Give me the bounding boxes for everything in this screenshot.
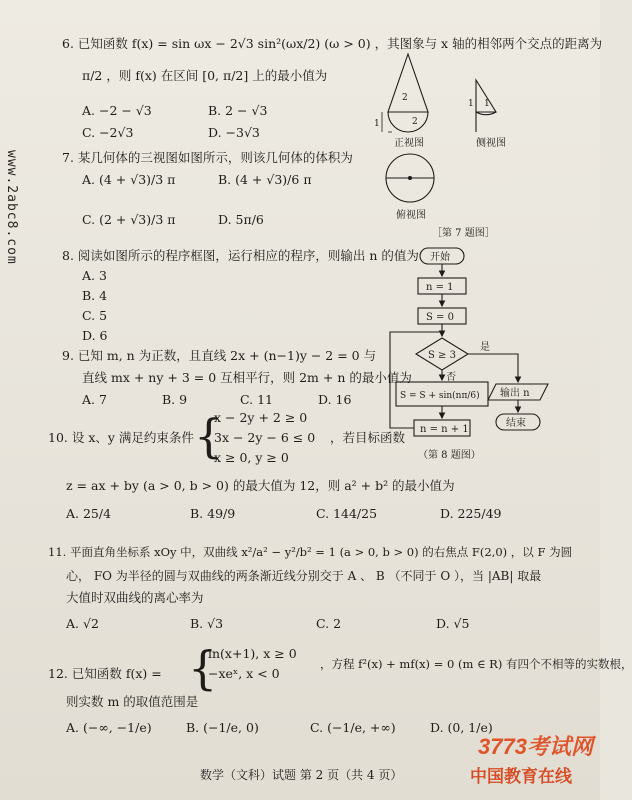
side-dim-1a: 1 bbox=[468, 99, 474, 109]
q12-option-c: C. (−1/e, +∞) bbox=[310, 720, 396, 735]
flow-update-s-label: S = S + sin(nπ/6) bbox=[400, 391, 480, 401]
q9-line2: 直线 mx + ny + 3 = 0 互相平行，则 2m + n 的最小值为 bbox=[82, 370, 412, 385]
side-dim-1b: 1 bbox=[484, 99, 490, 109]
q11-option-b: B. √3 bbox=[190, 616, 224, 631]
flow-output-label: 输出 n bbox=[500, 388, 530, 399]
q10-option-b: B. 49/9 bbox=[190, 506, 236, 521]
q10-option-a: A. 25/4 bbox=[66, 506, 112, 521]
q12-option-b: B. (−1/e, 0) bbox=[186, 720, 259, 735]
q12-option-a: A. (−∞, −1/e) bbox=[66, 720, 152, 735]
q10-suffix: ，若目标函数 bbox=[330, 430, 406, 445]
q6-option-d: D. −3√3 bbox=[208, 125, 260, 140]
q6-line1: 6. 已知函数 f(x) = sin ωx − 2√3 sin²(ωx/2) (ω > 0) ，其图象与 x 轴的相邻两个交点的距离为 bbox=[62, 36, 603, 51]
q9-option-d: D. 16 bbox=[318, 392, 352, 407]
q11-option-a: A. √2 bbox=[66, 616, 99, 631]
q6-option-a: A. −2 − √3 bbox=[82, 103, 152, 118]
watermark-org: 中国教育在线 bbox=[470, 767, 572, 786]
q12-piece-1: ln(x+1), x ≥ 0 bbox=[208, 646, 297, 661]
fig7-caption: ［第 7 题图］ bbox=[432, 228, 495, 239]
flow-no-label: 否 bbox=[446, 372, 456, 383]
q10-constraint-2: 3x − 2y − 6 ≤ 0 bbox=[214, 430, 316, 445]
q8-option-b: B. 4 bbox=[82, 288, 108, 303]
q12-option-d: D. (0, 1/e) bbox=[430, 720, 493, 735]
flow-update-n-label: n = n + 1 bbox=[420, 424, 469, 435]
q10-constraint-3: x ≥ 0, y ≥ 0 bbox=[214, 450, 289, 465]
q11-option-c: C. 2 bbox=[316, 616, 342, 631]
front-view-label: 正视图 bbox=[394, 138, 424, 149]
side-url: www.2abc8.com bbox=[4, 150, 19, 265]
q7-option-a: A. (4 + √3)/3 π bbox=[82, 172, 176, 187]
q12-piece-2: −xeˣ, x < 0 bbox=[208, 666, 280, 681]
flow-condition-label: S ≥ 3 bbox=[428, 350, 456, 361]
watermark-site: 3773考试网 bbox=[478, 734, 593, 759]
q9-line1: 9. 已知 m, n 为正数，且直线 2x + (n−1)y − 2 = 0 与 bbox=[62, 348, 377, 363]
q8-option-c: C. 5 bbox=[82, 308, 108, 323]
flowchart bbox=[388, 246, 568, 471]
top-view bbox=[386, 154, 434, 202]
q11-line3: 大值时双曲线的离心率为 bbox=[66, 590, 204, 605]
q11-line1: 11. 平面直角坐标系 xOy 中，双曲线 x²/a² − y²/b² = 1 (a > 0, b > 0) 的右焦点 F(2,0) ，以 F 为圆 bbox=[48, 545, 573, 559]
q6-line2: π/2 ，则 f(x) 在区间 [0, π/2] 上的最小值为 bbox=[82, 68, 328, 83]
q10-line2: z = ax + by (a > 0, b > 0) 的最大值为 12，则 a² + b² 的最小值为 bbox=[66, 478, 455, 493]
q12-suffix: ，方程 f²(x) + mf(x) = 0 (m ∈ R) 有四个不相等的实数根， bbox=[320, 657, 632, 671]
q10-prefix: 10. 设 x、y 满足约束条件 bbox=[48, 430, 194, 445]
q10-option-c: C. 144/25 bbox=[316, 506, 378, 521]
front-dim-2b: 2 bbox=[412, 117, 418, 127]
q7-option-c: C. (2 + √3)/3 π bbox=[82, 212, 176, 227]
q7-option-b: B. (4 + √3)/6 π bbox=[218, 172, 312, 187]
three-view-figure bbox=[372, 40, 572, 240]
flow-end-label: 结束 bbox=[506, 418, 526, 429]
flow-init-s-label: S = 0 bbox=[426, 312, 454, 323]
q9-option-a: A. 7 bbox=[82, 392, 107, 407]
q7-option-d: D. 5π/6 bbox=[218, 212, 264, 227]
side-view-label: 侧视图 bbox=[476, 138, 506, 149]
q12-brace: { bbox=[188, 641, 218, 695]
q9-option-b: B. 9 bbox=[162, 392, 188, 407]
q8-text: 8. 阅读如图所示的程序框图，运行相应的程序，则输出 n 的值为 bbox=[62, 248, 419, 263]
q10-constraint-1: x − 2y + 2 ≥ 0 bbox=[214, 410, 308, 425]
flow-yes-label: 是 bbox=[480, 342, 490, 353]
page-footer: 数学（文科）试题 第 2 页（共 4 页） bbox=[200, 768, 403, 782]
q8-option-d: D. 6 bbox=[82, 328, 108, 343]
q7-text: 7. 某几何体的三视图如图所示，则该几何体的体积为 bbox=[62, 150, 353, 165]
flow-init-n-label: n = 1 bbox=[426, 282, 454, 293]
front-dim-2a: 2 bbox=[402, 93, 408, 103]
q11-line2: 心， FO 为半径的圆与双曲线的两条渐近线分别交于 A 、 B （不同于 O ），当 |AB| 取最 bbox=[66, 569, 542, 583]
q6-option-c: C. −2√3 bbox=[82, 125, 134, 140]
top-view-label: 俯视图 bbox=[396, 210, 426, 221]
front-dim-1: 1 bbox=[374, 119, 380, 129]
q8-option-a: A. 3 bbox=[82, 268, 107, 283]
q10-option-d: D. 225/49 bbox=[440, 506, 502, 521]
q12-prefix: 12. 已知函数 f(x) = bbox=[48, 666, 162, 681]
q6-option-b: B. 2 − √3 bbox=[208, 103, 268, 118]
q10-brace: { bbox=[194, 409, 224, 463]
q11-option-d: D. √5 bbox=[436, 616, 470, 631]
q12-line2: 则实数 m 的取值范围是 bbox=[66, 694, 199, 709]
flow-start-label: 开始 bbox=[430, 252, 450, 263]
fig8-caption: （第 8 题图） bbox=[418, 450, 481, 461]
q9-option-c: C. 11 bbox=[240, 392, 273, 407]
